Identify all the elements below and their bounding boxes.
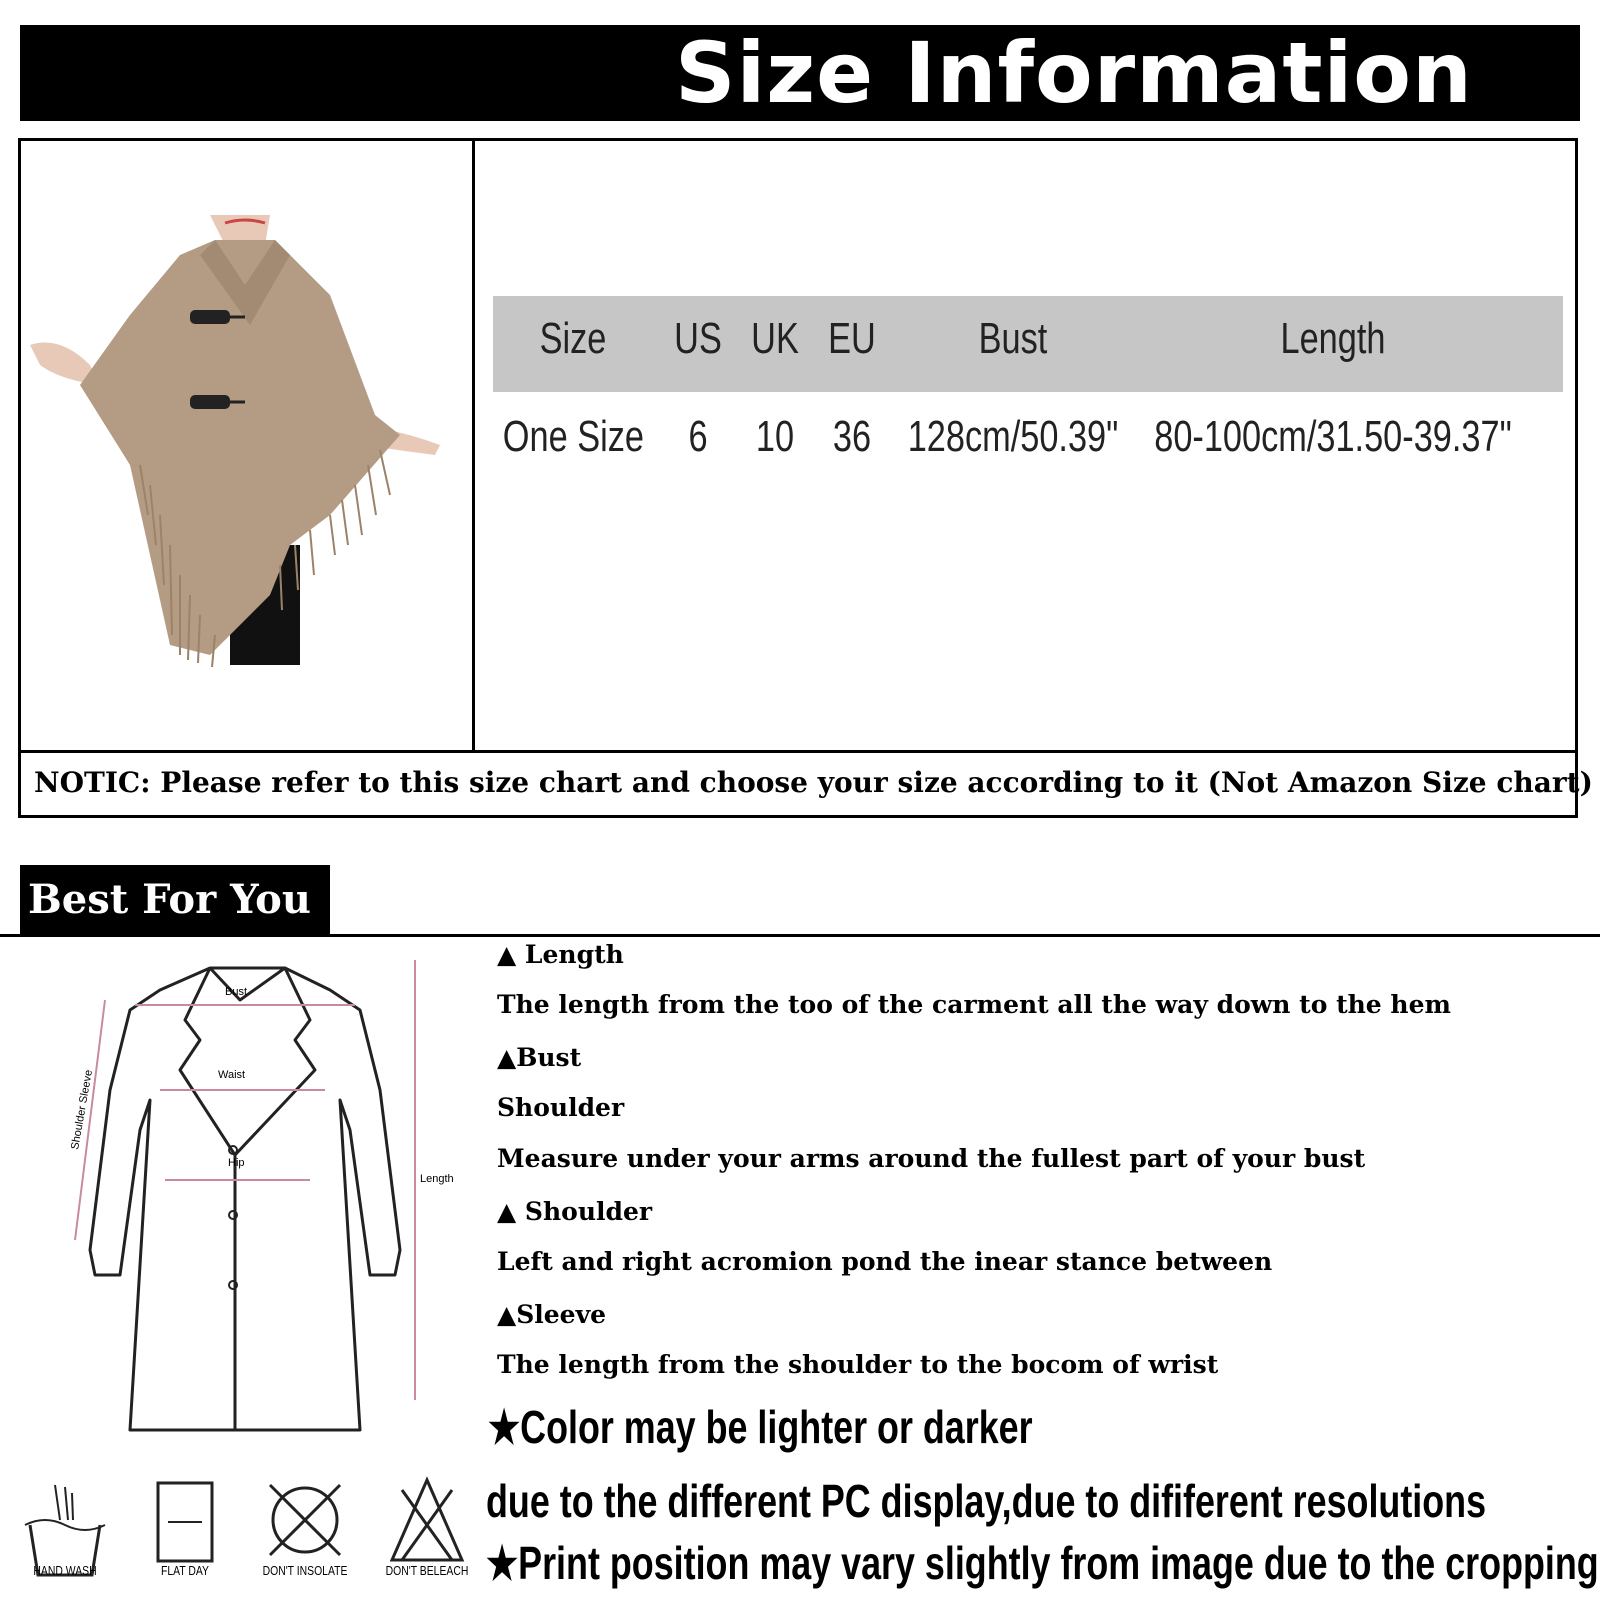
info-bust-sub: Shoulder [497,1093,625,1122]
info-sleeve-heading: ▲Sleeve [497,1300,607,1329]
size-notice: NOTIC: Please refer to this size chart and choose your size according to it (Not Amazon Size chart) [34,766,1593,799]
flat-dry-label: FLAT DAY [161,1563,209,1578]
info-bust-desc: Measure under your arms around the fullest part of your bust [497,1144,1366,1173]
do-not-bleach-label: DON'T BELEACH [385,1563,469,1578]
info-length-heading: ▲ Length [497,940,624,969]
hand-wash-label: HAND WASH [33,1563,97,1578]
diagram-waist-label: Waist [218,1069,246,1081]
coat-measurement-diagram [40,960,480,1450]
diagram-bust-label: Bust [225,986,248,998]
info-length-desc: The length from the too of the carment all the way down to the hem [497,990,1451,1019]
diagram-hip-label: Hip [228,1157,245,1169]
info-bust-heading: ▲Bust [497,1043,582,1072]
note-display: due to the different PC display,due to dififerent resolutions [486,1475,1487,1527]
header-us: US [674,314,722,363]
do-not-insolate-label: DON'T INSOLATE [262,1563,348,1578]
page-title: Size Information [675,24,1473,122]
cell-uk: 10 [755,412,795,461]
cell-us: 6 [688,412,708,461]
info-shoulder-heading: ▲ Shoulder [497,1197,653,1226]
title-bar [20,25,1580,121]
header-length: Length [1280,314,1386,363]
box-divider [472,138,475,750]
info-shoulder-desc: Left and right acromion pond the inear stance between [497,1247,1273,1276]
cell-length: 80-100cm/31.50-39.37" [1154,412,1512,461]
best-for-you-label: Best For You [28,876,311,923]
diagram-length-label: Length [420,1173,454,1185]
header-eu: EU [828,314,876,363]
cell-bust: 128cm/50.39" [907,412,1119,461]
product-image [30,215,460,675]
header-size: Size [539,314,607,363]
header-bust: Bust [978,314,1048,363]
info-sleeve-desc: The length from the shoulder to the bocom of wrist [497,1350,1219,1379]
cell-eu: 36 [832,412,872,461]
note-print: ★Print position may vary slightly from image due to the cropping [486,1537,1599,1589]
section-rule [0,934,1600,937]
diagram-shoulder-sleeve-label: Shoulder Sleeve [69,1068,95,1151]
cell-size: One Size [502,412,644,461]
note-color: ★Color may be lighter or darker [488,1401,1033,1453]
header-uk: UK [751,314,799,363]
